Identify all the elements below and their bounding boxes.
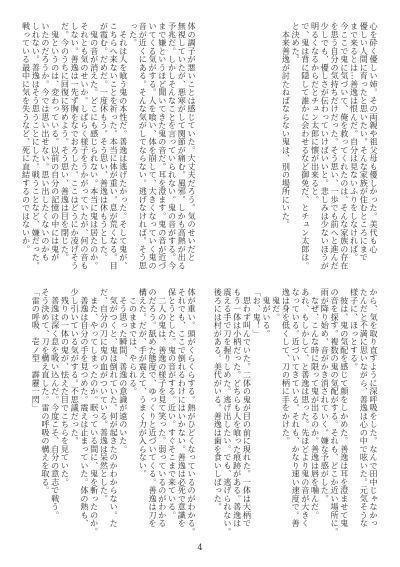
text-column: 鬼がいる。	[261, 288, 272, 338]
text-column: 鬼だ。	[271, 288, 282, 321]
text-column: 優しい人間に育ったと思いたい。そんな家族が住むところにまで	[359, 22, 370, 262]
text-column: あれ、もしかして、と善逸は思った。先ほどより鬼の音が大きく	[300, 288, 311, 528]
text-column: このままでは、やられる。	[128, 288, 139, 396]
text-column: 震える手で刀を握りしめた。逃げ出したい。でも、逃げられない。	[222, 288, 233, 536]
text-column: いてくる気がする。人を喰い、体を崩して、大きくなっていく鬼の	[148, 22, 159, 270]
text-column: もう一体は小柄だった。どちらも人を喰った痕跡がある。善逸は	[232, 288, 243, 528]
text-column: 「雷の呼吸 壱ノ型 霹靂一閃」	[31, 288, 42, 412]
text-column: まで来るとは…善逸は恨んだ。自分は見ないふりをしなければ。	[349, 22, 360, 262]
text-column: 善逸は深く息を吸い込んだ。今度こそ、自分の意志で戦う。	[50, 288, 61, 519]
text-block-top-right	[212, 22, 379, 270]
text-column: 体が重い。頭がくらくらする。熱がひどくなっているのがわかる。	[187, 288, 197, 536]
text-column: なっている。近づいてきている。それも、かなり速い速度で。善	[291, 288, 302, 528]
text-column: から、気を取り直すように深呼吸をした。なんで田中じゃなかっ	[369, 288, 379, 528]
text-column: 思わず叫んでいた。二体の鬼が目の前に現れた。一体は大柄で	[242, 288, 253, 528]
text-column: 善逸は自分の手を見つめた。震えは止まっていた。体の熱も、	[79, 288, 90, 528]
text-block-top-left	[21, 22, 197, 270]
text-column: 雨が降り始め、音がかき消されていく。嫌な予感がした。	[320, 288, 331, 503]
text-column: それとも気のせいか。しばらく様子をうかがっていたが、何の音も	[79, 22, 90, 270]
text-column: 保とうとした。鬼の音がする。近い。すぐそこまで来ている。	[167, 288, 178, 519]
text-column: 鬼の音が消えた。どこにも感じられない。本当に鬼は居たのか。	[89, 22, 100, 270]
text-column: 鬼というのは、変わっている。以前の自分の記憶の中には鬼が	[50, 22, 61, 262]
text-column: 彼は、鬼の気配を感じて顔をしかめた。善逸は耳を澄ませて鬼	[339, 288, 350, 528]
text-column: だ。今のうちに回復に努めよう。そう思い、善逸は目を閉じた。	[60, 22, 71, 262]
text-column: 二人の鬼は、善逸の様子を見て笑った。弱っているのがわかる	[157, 288, 168, 528]
text-column: また、やってしまったのか。眠っている間に、鬼を斬ったのか。	[89, 288, 100, 536]
page-number: 4	[197, 543, 203, 552]
text-column: 少し引いている気がする。不思議だった。	[70, 288, 81, 445]
text-column: こちらへ来ないことを祈った。本当に体が重い。息が荒くなる。目	[109, 22, 120, 270]
text-column: 音が近くにある。そんな気がしてならない。逃げなければ。そう思	[138, 22, 149, 270]
text-column: いたのだろうか。今では思い出せない。思い出したくないのかも	[40, 22, 51, 262]
text-column: 後ろには村がある。美代がいる。善逸は歯を食いしばった。	[213, 288, 224, 511]
text-column: なぜ、こんな時に限って鬼が出るのか。善逸は唇を噛んだ。	[310, 288, 321, 519]
text-column: と決めた。	[291, 22, 302, 64]
text-column: を思う自分の気持ちだけだった。そう思い、一歩でも前へと進んだ	[330, 22, 341, 270]
text-column: 少しでも、優しさが伝わっていけばいいと。悲しみは少ないほうが	[320, 22, 331, 270]
text-column: った。	[128, 22, 139, 47]
text-column: そう思った瞬間、善逸の意識が遠のいた。	[118, 288, 129, 453]
text-column: たんだと不満に思いながら、善逸は心の中で呟いた。元気そうな	[359, 288, 370, 528]
text-column: 予兆だ。しかしそんなことを言っていられない。鬼の音がする。今	[167, 22, 178, 270]
text-column: そう決めて、刀を構え直した。雷の呼吸の構えを取る。	[40, 288, 51, 495]
text-block-bottom-right	[212, 288, 379, 536]
text-column: 逸は身を低くして、刀の柄に手をかけた。	[281, 288, 292, 445]
text-column: のだろう。舐めた態度で、ゆっくりと近づいてくる。善逸は刀を	[148, 288, 159, 528]
text-column: で、鬼は背に隠して誰かに会わせるなど御免だ、とチュン太郎は。	[300, 22, 311, 270]
text-column: 無視していたが、悪寒がして関節が痛む。風邪。しかも高熱が出る	[177, 22, 188, 270]
text-column: 残りの一体の鬼が、怯えた目でこちらを見ていた。	[60, 288, 71, 486]
text-column: 体の調子が悪いことは感じていた。大丈夫だろう。気のせいだと	[187, 22, 197, 262]
text-column: の音を探す。複数の鬼の気配がする。それも、どこか近い場所に。	[330, 288, 341, 536]
text-column: だ、自分の刀に鬼の血がついている。善逸は呆然とした。	[99, 288, 110, 503]
text-column: しれない。善逸はそう思うことにした。戦うことなど、嫌だった。	[31, 22, 42, 270]
text-column: 構えた。だが、手が震えて、うまく力が入らない。	[138, 288, 149, 478]
text-column: 心を砕く優しい姉。その両親や祖父母も優しかった。美代も心	[369, 22, 379, 253]
text-column: 戦っている最中に気を失うなど、死に直結するのではないか。	[21, 22, 32, 253]
text-column: 様子に、ほっとする。	[349, 288, 360, 371]
text-column: 気がつくと、鬼は倒れていた。何が起きたのかわからない。た	[109, 288, 120, 528]
text-column: 本来善逸が討たねばならない鬼は、別の場所にいた。	[281, 22, 292, 229]
text-column: が霞む。だめだ。一度休もう。そう思い、善逸は休もうとした。	[99, 22, 110, 262]
text-column: それは人を喰う鬼の本性だ。善逸は逃げたかった。そして鬼が、	[118, 22, 129, 270]
text-column: 今ここで鬼に気づいて、俺を救ってくれたのは、そんな家族の存在	[339, 22, 350, 270]
text-column: しない。善逸は一先ず胸をなでおろした。ここはどうにか凌げそう	[70, 22, 81, 270]
text-column: 明るくなるからだとチュン太郎に懐が出来ると。	[310, 22, 321, 204]
text-column: まで嫌というほど聞いてきた鬼の音だ。耳を澄ます。鬼の音が近づ	[157, 22, 168, 270]
text-block-bottom-left	[24, 288, 197, 536]
text-column: 「お、鬼！」	[252, 288, 263, 338]
text-column: それでも、ここで倒れるわけにはいかない。善逸は必死で意識を	[177, 288, 188, 528]
